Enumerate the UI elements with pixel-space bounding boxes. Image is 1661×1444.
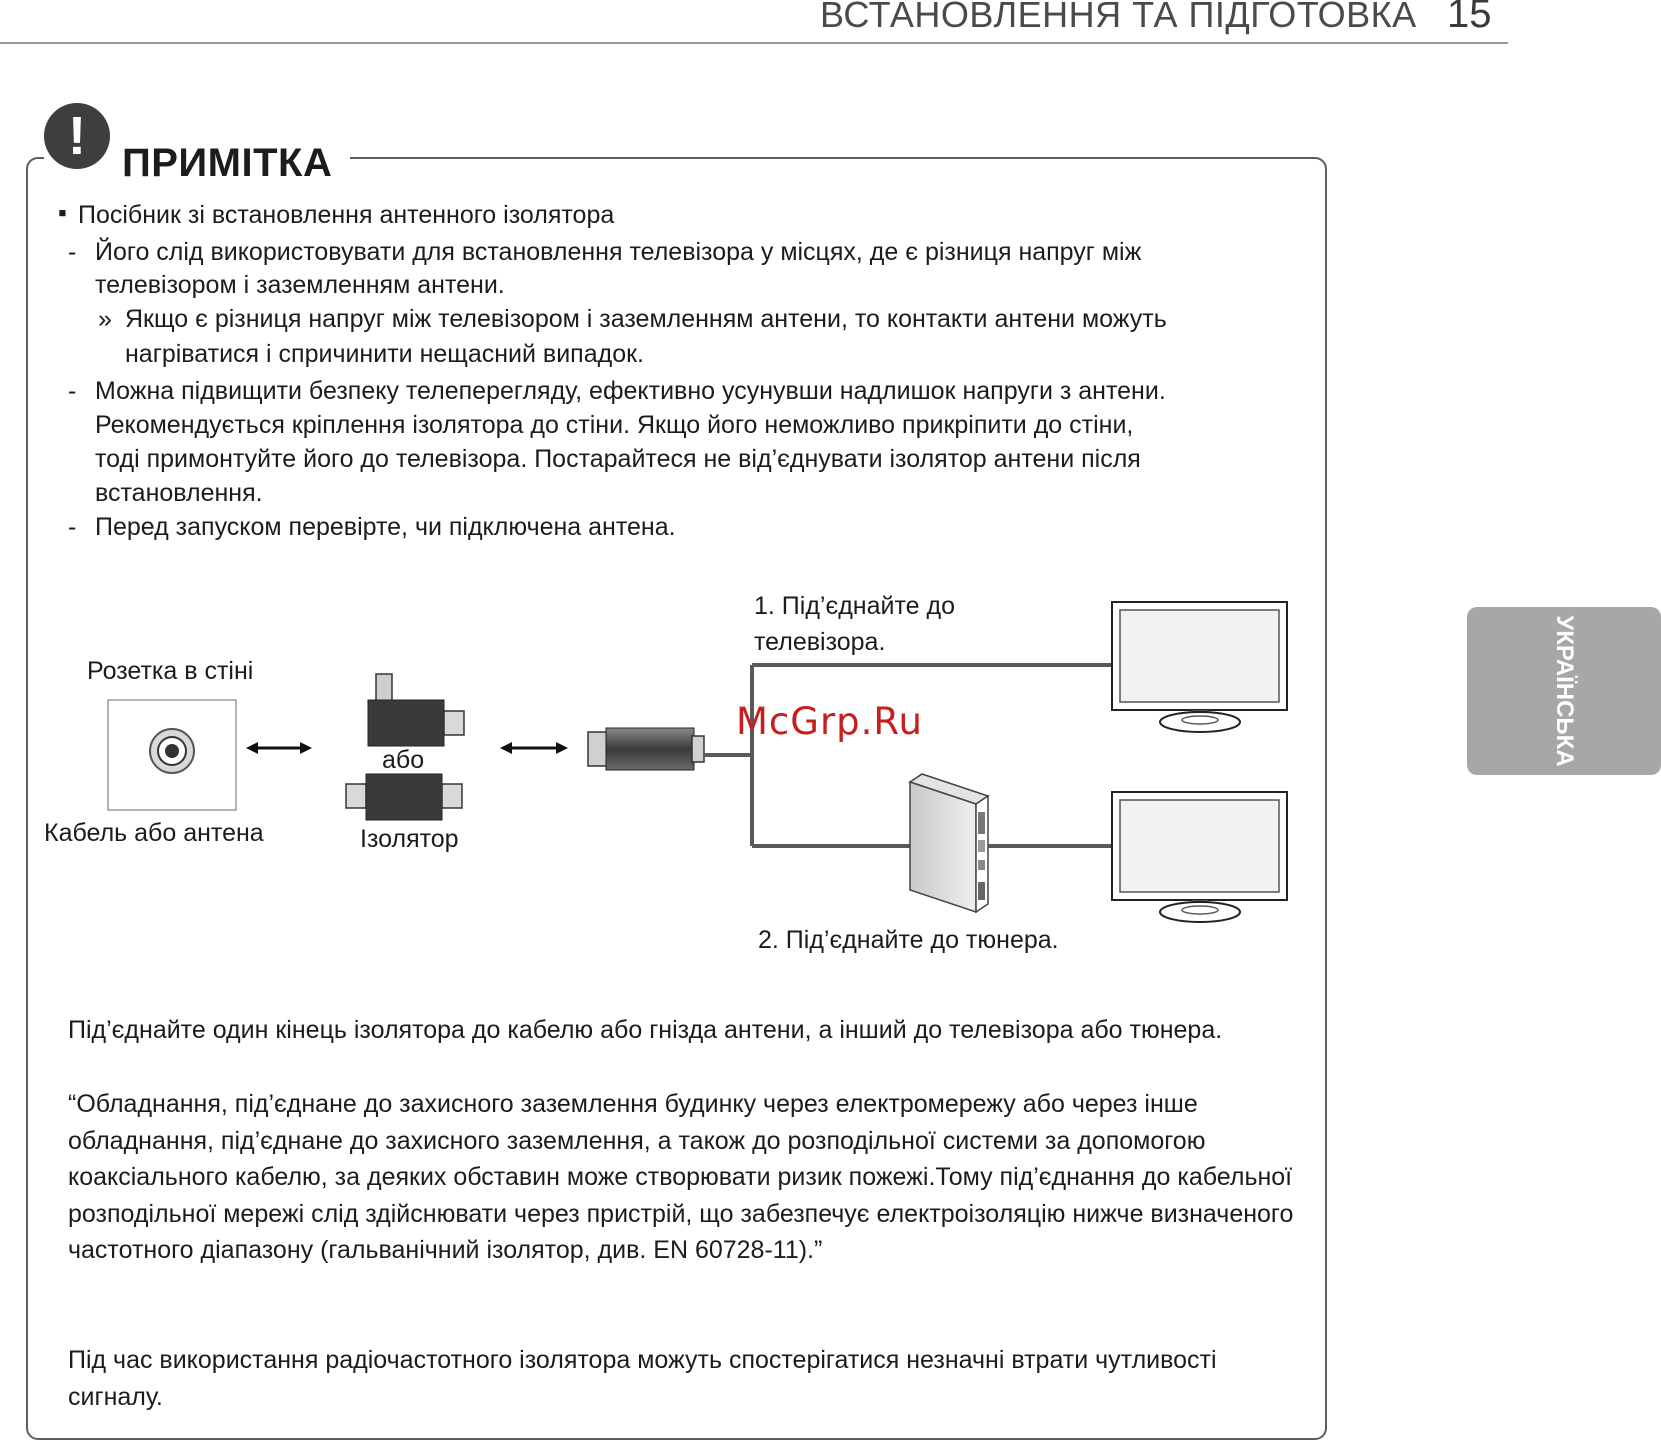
bullet-marker: ▪ (58, 199, 67, 227)
sub1-line2: нагріватися і спричинити нещасний випадок. (125, 340, 644, 368)
item2-line1: Можна підвищити безпеку телеперегляду, ефективно усунувши надлишок напруги з антени. (95, 377, 1166, 405)
body-paragraph: “Обладнання, під’єднане до захисного заземлення будинку через електромережу або через інше обладнання, під’єднане до захисного заземлення, а також до розподільної системи за допомогою коаксіального кабелю, за деяких обставин може створювати ризик пожежі.Тому під’єднання до кабельної розподільної мережі слід здійснювати через пристрій, що забезпечує електроізоляцію нижче визначеного частотного діапазону (гальванічний ізолятор, див. EN 60728-11).” (68, 1090, 1294, 1264)
tuner-icon (910, 774, 988, 912)
cable-or-antenna-label: Кабель або антена (44, 819, 264, 847)
item2-line3: тоді примонтуйте його до телевізора. Постарайтеся не від’єднувати ізолятор антени після (95, 445, 1141, 473)
tv-icon (1112, 602, 1287, 732)
item3-line1: Перед запуском перевірте, чи підключена антена. (95, 513, 676, 541)
wall-outlet (108, 700, 236, 810)
isolator-diagram (0, 560, 1330, 950)
isolator-angled-icon (368, 674, 464, 746)
dash-marker: - (68, 513, 77, 541)
isolator-straight-icon (346, 774, 462, 820)
body-paragraph: Під час використання радіочастотного ізолятора можуть спостерігатися незначні втрати чутливості сигналу. (68, 1346, 1217, 1411)
item2-line4: встановлення. (95, 479, 263, 507)
step1-line1: 1. Під’єднайте до (754, 592, 955, 620)
cable-lines (704, 665, 1113, 846)
language-tab-label: УКРАЇНСЬКА (1551, 615, 1578, 767)
double-arrow-icon (500, 742, 568, 754)
section-title: ВСТАНОВЛЕННЯ ТА ПІДГОТОВКА (820, 0, 1417, 35)
item1-line2: телевізором і заземленням антени. (95, 271, 505, 299)
sub-bullet-marker: » (98, 305, 112, 333)
isolator-label: Ізолятор (360, 825, 459, 853)
wall-outlet-label: Розетка в стіні (87, 657, 254, 685)
or-label: або (382, 746, 425, 774)
note-title: ПРИМІТКА (122, 140, 333, 185)
step1-line2: телевізора. (754, 628, 886, 656)
item2-line2: Рекомендується кріплення ізолятора до стіни. Якщо його неможливо прикріпити до стіни, (95, 411, 1134, 439)
exclamation-icon: ! (44, 103, 110, 169)
note-heading (44, 108, 350, 198)
double-arrow-icon (246, 742, 312, 754)
step2-label: 2. Під’єднайте до тюнера. (758, 926, 1059, 954)
language-tab (1467, 607, 1661, 775)
header-divider (0, 42, 1508, 44)
page-number: 15 (1447, 0, 1492, 36)
dash-marker: - (68, 238, 77, 266)
dash-marker: - (68, 377, 77, 405)
note-bullet-text: Посібник зі встановлення антенного ізолятора (78, 201, 615, 229)
item1-line1: Його слід використовувати для встановлення телевізора у місцях, де є різниця напруг між (95, 238, 1142, 266)
body-paragraph: Під’єднайте один кінець ізолятора до кабелю або гнізда антени, а інший до телевізора або тюнера. (68, 1016, 1223, 1044)
watermark: McGrp.Ru (736, 700, 923, 743)
tv-icon (1112, 792, 1287, 922)
isolator-plug-icon (588, 728, 704, 770)
sub1-line1: Якщо є різниця напруг між телевізором і заземленням антени, то контакти антени можуть (125, 305, 1167, 333)
